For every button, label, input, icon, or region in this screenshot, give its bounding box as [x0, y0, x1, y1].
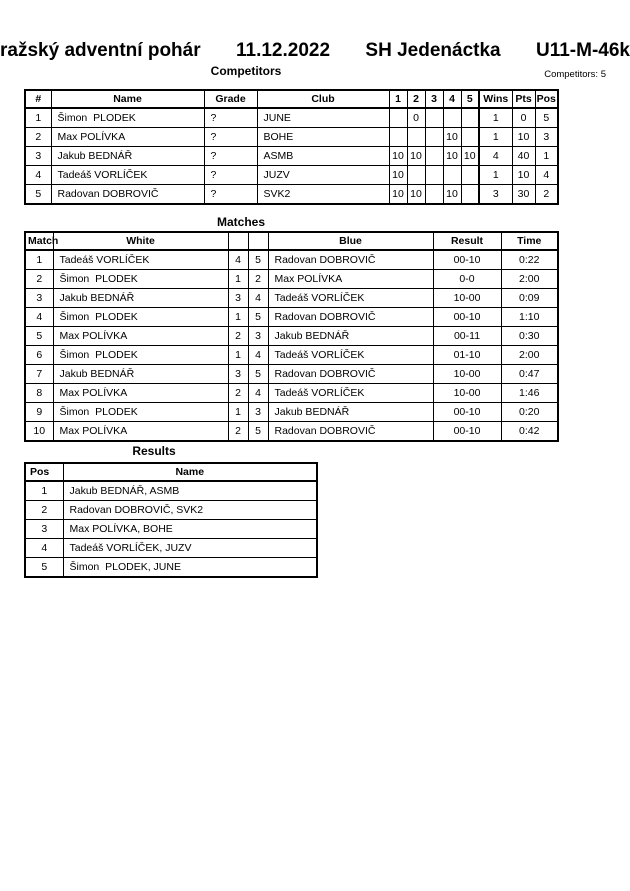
- round-score: [461, 108, 479, 128]
- col-header-time: Time: [501, 232, 558, 250]
- competitor-name: Šimon PLODEK: [51, 108, 204, 128]
- page-title-venue: SH Jedenáctka: [365, 40, 501, 61]
- match-number: 8: [25, 384, 53, 403]
- competitor-grade: ?: [204, 128, 257, 147]
- match-time: 0:42: [501, 422, 558, 442]
- match-white-name: Max POLÍVKA: [53, 422, 228, 442]
- result-row: [25, 481, 317, 501]
- match-white-num: 1: [228, 270, 248, 289]
- page-title-tournament: ražský adventní pohár: [0, 40, 201, 61]
- match-row: [25, 403, 558, 422]
- col-header-wins: Wins: [479, 90, 512, 108]
- competitor-number: 3: [25, 147, 51, 166]
- competitor-number: 1: [25, 108, 51, 128]
- competitor-number: 4: [25, 166, 51, 185]
- col-header-round-1: 1: [389, 90, 407, 108]
- match-blue-num: 3: [248, 403, 268, 422]
- col-header-result: Result: [433, 232, 501, 250]
- round-score: 10: [407, 185, 425, 205]
- match-blue-num: 4: [248, 346, 268, 365]
- competitor-name: Jakub BEDNÁŘ: [51, 147, 204, 166]
- match-result: 00-10: [433, 308, 501, 327]
- round-score: [461, 166, 479, 185]
- col-header-round-2: 2: [407, 90, 425, 108]
- page-title-category: U11-M-46k: [535, 40, 630, 61]
- col-header-pts: Pts: [512, 90, 535, 108]
- round-score: 10: [443, 185, 461, 205]
- result-row: [25, 501, 317, 520]
- round-score: [461, 185, 479, 205]
- col-header-number: #: [25, 90, 51, 108]
- round-score: [425, 147, 443, 166]
- results-header-row: [25, 463, 317, 481]
- competitor-row: [25, 185, 558, 205]
- match-row: [25, 365, 558, 384]
- competitor-pos: 1: [535, 147, 558, 166]
- competitor-wins: 1: [479, 128, 512, 147]
- competitors-count: Competitors: 5: [544, 69, 606, 80]
- round-score: [425, 108, 443, 128]
- round-score: 10: [389, 147, 407, 166]
- matches-header-row: [25, 232, 558, 250]
- match-blue-num: 4: [248, 384, 268, 403]
- round-score: [461, 128, 479, 147]
- round-score: 10: [443, 128, 461, 147]
- result-name: Max POLÍVKA, BOHE: [63, 520, 317, 539]
- match-blue-num: 5: [248, 422, 268, 442]
- round-score: [407, 166, 425, 185]
- match-blue-num: 5: [248, 365, 268, 384]
- competitor-pos: 4: [535, 166, 558, 185]
- competitor-pts: 10: [512, 166, 535, 185]
- match-result: 00-10: [433, 250, 501, 270]
- match-number: 10: [25, 422, 53, 442]
- match-white-name: Šimon PLODEK: [53, 308, 228, 327]
- match-result: 10-00: [433, 384, 501, 403]
- competitors-table: [24, 89, 559, 205]
- competitor-row: [25, 147, 558, 166]
- match-blue-num: 3: [248, 327, 268, 346]
- col-header-white: White: [53, 232, 228, 250]
- match-time: 2:00: [501, 346, 558, 365]
- match-blue-num: 4: [248, 289, 268, 308]
- competitor-number: 5: [25, 185, 51, 205]
- match-time: 0:22: [501, 250, 558, 270]
- match-number: 2: [25, 270, 53, 289]
- match-result: 00-11: [433, 327, 501, 346]
- match-blue-num: 5: [248, 308, 268, 327]
- col-header-round-5: 5: [461, 90, 479, 108]
- match-blue-name: Tadeáš VORLÍČEK: [268, 289, 433, 308]
- competitor-grade: ?: [204, 166, 257, 185]
- result-pos: 1: [25, 481, 63, 501]
- competitor-pts: 30: [512, 185, 535, 205]
- match-blue-name: Jakub BEDNÁŘ: [268, 327, 433, 346]
- match-row: [25, 346, 558, 365]
- competitors-section-title: Competitors: [210, 64, 282, 78]
- match-blue-name: Tadeáš VORLÍČEK: [268, 346, 433, 365]
- match-row: [25, 270, 558, 289]
- competitor-grade: ?: [204, 108, 257, 128]
- match-blue-num: 2: [248, 270, 268, 289]
- competitor-pos: 3: [535, 128, 558, 147]
- match-result: 00-10: [433, 422, 501, 442]
- round-score: 10: [443, 147, 461, 166]
- result-row: [25, 520, 317, 539]
- competitor-row: [25, 108, 558, 128]
- result-row: [25, 558, 317, 578]
- match-blue-name: Tadeáš VORLÍČEK: [268, 384, 433, 403]
- match-time: 0:47: [501, 365, 558, 384]
- col-header-blue: Blue: [268, 232, 433, 250]
- match-result: 10-00: [433, 365, 501, 384]
- competitor-row: [25, 128, 558, 147]
- round-score: [425, 185, 443, 205]
- col-header-grade: Grade: [204, 90, 257, 108]
- match-white-name: Jakub BEDNÁŘ: [53, 365, 228, 384]
- round-score: [407, 128, 425, 147]
- round-score: 10: [461, 147, 479, 166]
- competitor-name: Radovan DOBROVIČ: [51, 185, 204, 205]
- match-white-name: Tadeáš VORLÍČEK: [53, 250, 228, 270]
- result-name: Jakub BEDNÁŘ, ASMB: [63, 481, 317, 501]
- match-white-num: 1: [228, 346, 248, 365]
- competitor-wins: 3: [479, 185, 512, 205]
- competitor-grade: ?: [204, 147, 257, 166]
- match-blue-num: 5: [248, 250, 268, 270]
- match-blue-name: Radovan DOBROVIČ: [268, 422, 433, 442]
- match-white-name: Jakub BEDNÁŘ: [53, 289, 228, 308]
- col-header-club: Club: [257, 90, 389, 108]
- match-white-num: 2: [228, 327, 248, 346]
- page-title-date: 11.12.2022: [236, 40, 331, 61]
- match-number: 6: [25, 346, 53, 365]
- match-result: 10-00: [433, 289, 501, 308]
- match-row: [25, 250, 558, 270]
- competitor-name: Tadeáš VORLÍČEK: [51, 166, 204, 185]
- col-header-match: Match: [25, 232, 53, 250]
- result-name: Radovan DOBROVIČ, SVK2: [63, 501, 317, 520]
- round-score: [389, 128, 407, 147]
- matches-section-title: Matches: [216, 215, 266, 229]
- round-score: 0: [407, 108, 425, 128]
- match-blue-name: Max POLÍVKA: [268, 270, 433, 289]
- match-time: 0:20: [501, 403, 558, 422]
- result-name: Tadeáš VORLÍČEK, JUZV: [63, 539, 317, 558]
- match-white-num: 4: [228, 250, 248, 270]
- result-pos: 2: [25, 501, 63, 520]
- match-number: 7: [25, 365, 53, 384]
- competitor-wins: 1: [479, 166, 512, 185]
- competitor-club: SVK2: [257, 185, 389, 205]
- match-white-num: 1: [228, 403, 248, 422]
- col-header-round-3: 3: [425, 90, 443, 108]
- competitor-wins: 1: [479, 108, 512, 128]
- round-score: 10: [389, 185, 407, 205]
- competitor-club: JUZV: [257, 166, 389, 185]
- match-number: 1: [25, 250, 53, 270]
- col-header-blue-num: [248, 232, 268, 250]
- match-row: [25, 308, 558, 327]
- match-white-name: Šimon PLODEK: [53, 270, 228, 289]
- match-number: 3: [25, 289, 53, 308]
- match-blue-name: Jakub BEDNÁŘ: [268, 403, 433, 422]
- competitor-pos: 5: [535, 108, 558, 128]
- page-title: [0, 40, 630, 62]
- round-score: [425, 128, 443, 147]
- match-white-num: 3: [228, 365, 248, 384]
- competitors-header-row: [25, 90, 558, 108]
- round-score: [389, 108, 407, 128]
- match-row: [25, 289, 558, 308]
- match-time: 0:30: [501, 327, 558, 346]
- match-result: 0-0: [433, 270, 501, 289]
- result-pos: 3: [25, 520, 63, 539]
- result-name: Šimon PLODEK, JUNE: [63, 558, 317, 578]
- col-header-result-pos: Pos: [25, 463, 63, 481]
- match-blue-name: Radovan DOBROVIČ: [268, 250, 433, 270]
- match-row: [25, 422, 558, 442]
- competitor-row: [25, 166, 558, 185]
- competitor-club: ASMB: [257, 147, 389, 166]
- competitor-pos: 2: [535, 185, 558, 205]
- match-blue-name: Radovan DOBROVIČ: [268, 365, 433, 384]
- round-score: [443, 108, 461, 128]
- match-white-name: Šimon PLODEK: [53, 403, 228, 422]
- result-pos: 4: [25, 539, 63, 558]
- result-row: [25, 539, 317, 558]
- competitor-name: Max POLÍVKA: [51, 128, 204, 147]
- match-white-num: 2: [228, 422, 248, 442]
- competitor-club: JUNE: [257, 108, 389, 128]
- match-white-name: Šimon PLODEK: [53, 346, 228, 365]
- results-section-title: Results: [132, 444, 176, 458]
- match-number: 9: [25, 403, 53, 422]
- round-score: 10: [389, 166, 407, 185]
- competitor-club: BOHE: [257, 128, 389, 147]
- col-header-result-name: Name: [63, 463, 317, 481]
- match-number: 4: [25, 308, 53, 327]
- competitor-pts: 0: [512, 108, 535, 128]
- result-pos: 5: [25, 558, 63, 578]
- competitor-grade: ?: [204, 185, 257, 205]
- match-white-num: 1: [228, 308, 248, 327]
- match-result: 01-10: [433, 346, 501, 365]
- match-row: [25, 327, 558, 346]
- competitor-wins: 4: [479, 147, 512, 166]
- match-white-name: Max POLÍVKA: [53, 384, 228, 403]
- match-time: 0:09: [501, 289, 558, 308]
- results-table: [24, 462, 318, 578]
- match-time: 1:46: [501, 384, 558, 403]
- match-row: [25, 384, 558, 403]
- match-time: 2:00: [501, 270, 558, 289]
- col-header-round-4: 4: [443, 90, 461, 108]
- col-header-white-num: [228, 232, 248, 250]
- col-header-name: Name: [51, 90, 204, 108]
- match-result: 00-10: [433, 403, 501, 422]
- competitor-pts: 40: [512, 147, 535, 166]
- match-blue-name: Radovan DOBROVIČ: [268, 308, 433, 327]
- col-header-pos: Pos: [535, 90, 558, 108]
- match-white-num: 3: [228, 289, 248, 308]
- round-score: 10: [407, 147, 425, 166]
- match-time: 1:10: [501, 308, 558, 327]
- round-score: [425, 166, 443, 185]
- matches-table: [24, 231, 559, 442]
- match-number: 5: [25, 327, 53, 346]
- round-score: [443, 166, 461, 185]
- match-white-name: Max POLÍVKA: [53, 327, 228, 346]
- competitor-number: 2: [25, 128, 51, 147]
- competitor-pts: 10: [512, 128, 535, 147]
- match-white-num: 2: [228, 384, 248, 403]
